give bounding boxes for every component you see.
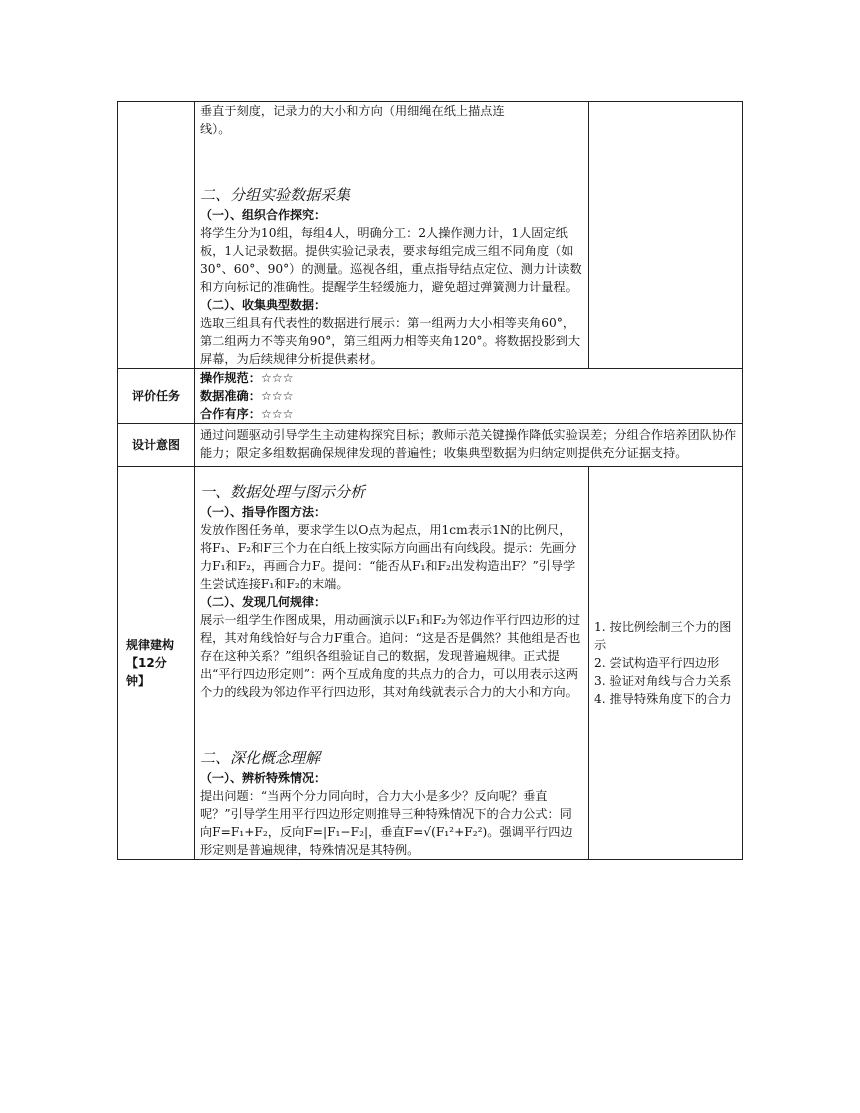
evaluation-item-name: 数据准确： [200,389,261,403]
design-intent-row [118,424,743,467]
content-line: 垂直于刻度，记录力的大小和方向（用细绳在纸上描点连 [200,104,505,118]
content-line: 线）。 [200,122,231,136]
activity-item: 3. 验证对角线与合力关系 [594,674,732,688]
label-line: 规律建构 [126,638,175,652]
label-line: 钟】 [126,674,151,688]
experiment-row [118,102,743,369]
label-line: 【12分 [126,656,167,670]
subsection-title: （二）、收集典型数据： [200,298,327,312]
evaluation-content-cell [195,369,743,424]
paragraph: 提出问题：“当两个分力同向时，合力大小是多少？反向呢？垂直呢？”引导学生用平行四边形定则推导三种特殊情况下的合力公式：同向F=F₁+F₂，反向F=|F₁−F₂|，垂直F=√(F₁²+F₂²)。强调平行四边形定则是普遍规律，特殊情况是其特例。 [200,789,573,857]
lesson-plan-table [117,101,743,860]
paragraph: 选取三组具有代表性的数据进行展示：第一组两力大小相等夹角60°，第二组两力不等夹角90°，第三组两力相等夹角120°。将数据投影到大屏幕，为后续规律分析提供素材。 [200,316,581,366]
subsection-title: （一）、辨析特殊情况： [200,771,327,785]
star-rating: ☆☆☆ [260,407,294,421]
subsection-title: （一）、指导作图方法： [200,505,327,519]
evaluation-item-name: 合作有序： [200,407,261,421]
section-title: 二、深化概念理解 [200,749,321,767]
star-rating: ☆☆☆ [260,389,294,403]
paragraph: 将学生分为10组，每组4人，明确分工：2人操作测力计，1人固定纸板，1人记录数据。提供实验记录表，要求每组完成三组不同角度（如30°、60°、90°）的测量。巡视各组，重点指导结点定位、测力计读数和方向标记的准确性。提醒学生轻缓施力，避免超过弹簧测力计量程。 [200,226,582,294]
student-activity-cell [589,467,743,860]
paragraph: 通过问题驱动引导学生主动建构探究目标；教师示范关键操作降低实验误差；分组合作培养团队协作能力；限定多组数据确保规律发现的普遍性；收集典型数据为归纳定则提供充分证据支持。 [200,428,737,460]
evaluation-item [200,387,737,405]
activity-item: 1. 按比例绘制三个力的图示 [594,620,732,652]
subsection-title: （一）、组织合作探究： [200,208,327,222]
evaluation-item [200,369,737,387]
section-title: 一、数据处理与图示分析 [200,483,366,501]
evaluation-item [200,405,737,423]
evaluation-row [118,369,743,424]
section-title: 二、分组实验数据采集 [200,186,351,204]
evaluation-label: 评价任务 [118,369,195,424]
paragraph: 发放作图任务单，要求学生以O点为起点，用1cm表示1N的比例尺，将F₁、F₂和F三个力在白纸上按实际方向画出有向线段。提示：先画分力F₁和F₂，再画合力F。提问：“能否从F₁和F₂出发构造出F？”引导学生尝试连接F₁和F₂的末端。 [200,523,577,591]
experiment-activity-cell [589,102,743,369]
experiment-content-cell [195,102,589,369]
activity-item: 4. 推导特殊角度下的合力 [594,692,732,706]
law-construction-row [118,467,743,860]
paragraph: 展示一组学生作图成果，用动画演示以F₁和F₂为邻边作平行四边形的过程，其对角线恰好与合力F重合。追问：“这是否是偶然？其他组是否也存在这种关系？”组织各组验证自己的数据，发现普遍规律。正式提出“平行四边形定则”：两个互成角度的共点力的合力，可以用表示这两个力的线段为邻边作平行四边形，其对角线就表示合力的大小和方向。 [200,613,581,699]
law-construction-label [118,467,195,860]
law-construction-content [195,467,589,860]
star-rating: ☆☆☆ [260,371,294,385]
evaluation-item-name: 操作规范： [200,371,261,385]
design-intent-label: 设计意图 [118,424,195,467]
experiment-label-cell [118,102,195,369]
design-intent-content [195,424,743,467]
subsection-title: （二）、发现几何规律： [200,595,327,609]
activity-item: 2. 尝试构造平行四边形 [594,656,720,670]
